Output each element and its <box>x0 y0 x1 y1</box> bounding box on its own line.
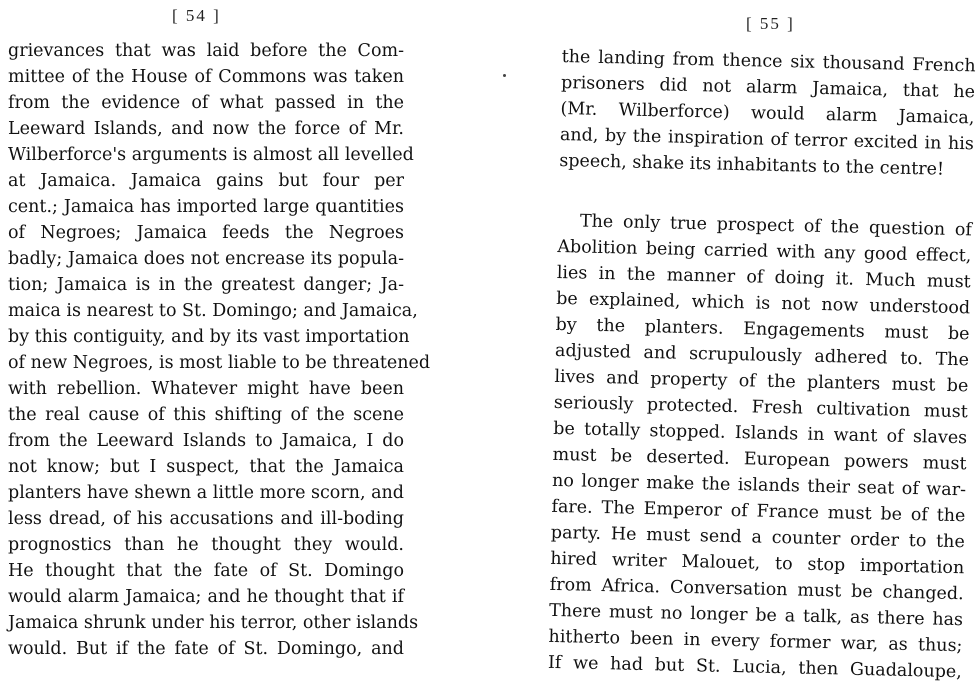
text-line: from Africa. Conversation must be changed. <box>549 574 964 605</box>
text-line: the real cause of this shifting of the scene <box>8 405 404 425</box>
text-line: be explained, which is not now understood <box>555 288 971 319</box>
paragraph <box>559 44 976 183</box>
text-line: (Mr. Wilberforce) would alarm Jamaica, <box>560 98 975 129</box>
text-line: fare. The Emperor of France must be of the <box>551 496 966 527</box>
right-page <box>520 0 980 684</box>
text-line: badly; Jamaica does not encrease its popula- <box>8 249 404 269</box>
text-line: lives and property of the planters must be <box>554 366 969 397</box>
text-line: mittee of the House of Commons was taken <box>8 67 404 87</box>
left-page <box>0 0 430 684</box>
ink-speck <box>503 74 506 77</box>
text-line: If we had but St. Lucia, then Guadaloupe, <box>547 652 963 683</box>
text-line: Leeward Islands, and now the force of Mr. <box>8 119 404 139</box>
text-line: planters have shewn a little more scorn, and <box>8 483 404 503</box>
text-line: tion; Jamaica is in the greatest danger; Ja- <box>8 275 404 295</box>
text-line: party. He must send a counter order to the <box>550 522 966 553</box>
text-line: be totally stopped. Islands in want of slaves <box>553 418 968 449</box>
text-line: maica is nearest to St. Domingo; and Jamaica, <box>8 301 418 321</box>
text-line: less dread, of his accusations and ill-boding <box>8 509 404 529</box>
text-line: of Negroes; Jamaica feeds the Negroes <box>8 223 404 243</box>
page-text <box>548 44 976 685</box>
text-line: of new Negroes, is most liable to be threatened <box>8 353 431 373</box>
text-line: from the evidence of what passed in the <box>8 93 404 113</box>
text-line: There must no longer be a talk, as there has <box>548 600 964 631</box>
text-line: cent.; Jamaica has imported large quantities <box>8 197 404 217</box>
text-line: with rebellion. Whatever might have been <box>8 379 404 399</box>
text-line: hired writer Malouet, to stop importation <box>550 548 965 579</box>
text-line: not know; but I suspect, that the Jamaica <box>8 457 404 477</box>
text-line: Jamaica shrunk under his terror, other islands <box>8 613 419 633</box>
text-line: would. But if the fate of St. Domingo, and <box>8 639 404 659</box>
text-line: the landing from thence six thousand French <box>561 46 976 77</box>
text-line: from the Leeward Islands to Jamaica, I do <box>8 431 404 451</box>
text-line: lies in the manner of doing it. Much must <box>556 262 971 293</box>
text-line: by the planters. Engagements must be <box>555 314 970 345</box>
text-line: speech, shake its inhabitants to the centre! <box>559 150 945 180</box>
text-line: Wilberforce's arguments is almost all levelled <box>8 145 414 165</box>
text-line: prisoners did not alarm Jamaica, that he <box>560 72 976 103</box>
page-number: [ 54 ] <box>172 6 221 25</box>
text-line: and, by the inspiration of terror excited in his <box>559 124 975 155</box>
text-line: He thought that the fate of St. Domingo <box>8 561 404 581</box>
text-line: must be deserted. European powers must <box>552 444 967 475</box>
text-line: hitherto been in every former war, as thus; <box>548 626 963 657</box>
text-line: prognostics than he thought they would. <box>8 535 404 555</box>
text-line: The only true prospect of the question of <box>579 211 973 241</box>
text-line: seriously protected. Fresh cultivation must <box>553 392 968 423</box>
text-line: adjusted and scrupulously adhered to. The <box>554 340 970 371</box>
text-line: by this contiguity, and by its vast importation <box>8 327 410 347</box>
text-line: would alarm Jamaica; and he thought that if <box>8 587 404 607</box>
text-line: at Jamaica. Jamaica gains but four per <box>8 171 404 191</box>
text-line: no longer make the islands their seat of war- <box>551 470 967 501</box>
paragraph <box>548 208 973 685</box>
text-line: grievances that was laid before the Com- <box>8 41 404 61</box>
page-number: [ 55 ] <box>746 14 795 33</box>
text-line: Abolition being carried with any good effect, <box>557 236 972 267</box>
page-text <box>8 38 431 662</box>
